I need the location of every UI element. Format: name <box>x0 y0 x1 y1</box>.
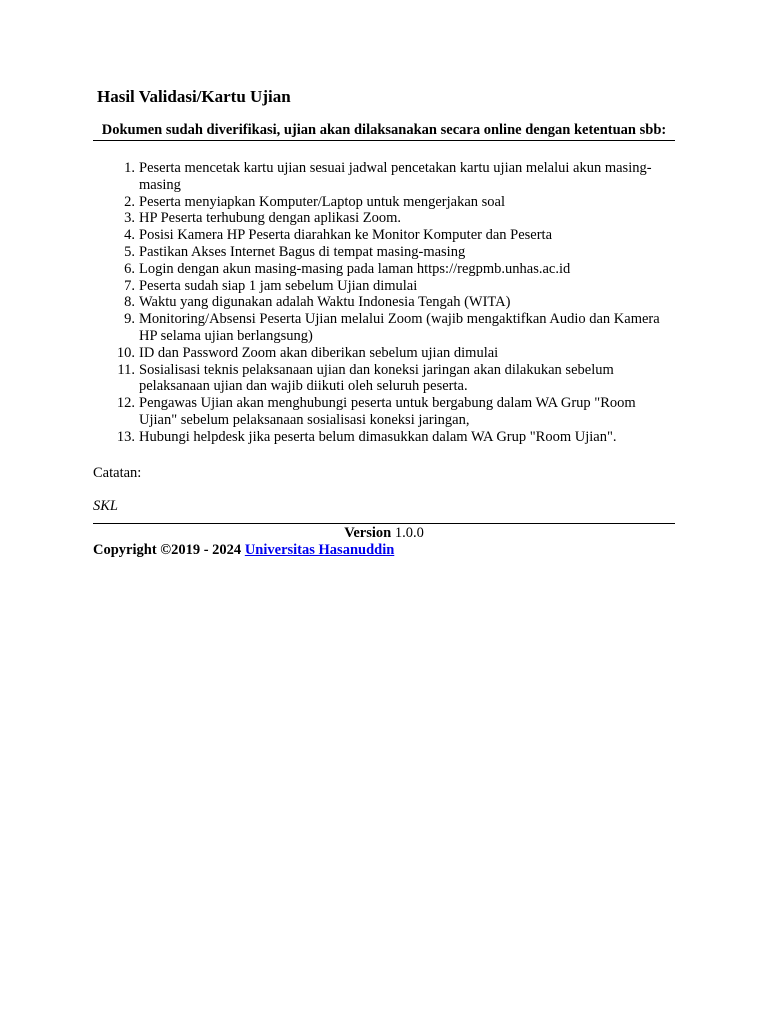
list-item-text: Login dengan akun masing-masing pada laman https://regpmb.unhas.ac.id <box>139 260 571 277</box>
list-item-text: Posisi Kamera HP Peserta diarahkan ke Monitor Komputer dan Peserta <box>139 227 553 244</box>
rules-list <box>93 160 675 446</box>
list-item-number: 3. <box>124 210 135 227</box>
list-item-number: 4. <box>124 227 135 244</box>
version-value: 1.0.0 <box>394 524 424 541</box>
list-item-number: 5. <box>124 243 135 260</box>
list-item-text: Waktu yang digunakan adalah Waktu Indonesia Tengah (WITA) <box>139 294 511 311</box>
list-item-number: 6. <box>124 260 135 277</box>
copyright-line <box>93 542 675 559</box>
subtitle: Dokumen sudah diverifikasi, ujian akan dilaksanakan secara online dengan ketentuan sbb: <box>93 122 675 141</box>
list-item <box>124 210 675 227</box>
content <box>93 86 675 559</box>
list-item <box>124 243 675 261</box>
list-item <box>116 344 675 362</box>
list-item-number: 11. <box>117 361 135 378</box>
notes-label: Catatan: <box>93 464 142 481</box>
list-item-text: Pengawas Ujian akan menghubungi peserta untuk bergabung dalam WA Grup "Room Ujian" sebelum pelaksanaan sosialisasi koneksi jaringan, <box>139 395 636 428</box>
footer <box>93 523 675 559</box>
university-link[interactable]: Universitas Hasanuddin <box>244 541 395 558</box>
list-item-number: 7. <box>124 277 135 294</box>
list-item <box>124 260 675 278</box>
list-item <box>124 193 675 211</box>
list-item-number: 2. <box>124 193 135 210</box>
list-item-number: 9. <box>124 311 135 328</box>
list-item <box>124 160 675 194</box>
list-item-text: Peserta menyiapkan Komputer/Laptop untuk mengerjakan soal <box>139 193 506 210</box>
list-item-text: Sosialisasi teknis pelaksanaan ujian dan koneksi jaringan akan dilakukan sebelum pelaksanaan ujian dan wajib diikuti oleh seluruh peserta. <box>139 361 614 395</box>
list-item-number: 12. <box>116 395 135 412</box>
page-title: Hasil Validasi/Kartu Ujian <box>97 87 291 106</box>
notes-value: SKL <box>93 497 118 514</box>
list-item-number: 13. <box>116 428 135 445</box>
list-item-number: 1. <box>124 160 135 176</box>
list-item <box>117 361 675 396</box>
list-item <box>116 428 675 446</box>
list-item-text: ID dan Password Zoom akan diberikan sebelum ujian dimulai <box>139 344 499 361</box>
list-item <box>124 277 675 295</box>
list-item-number: 8. <box>124 294 135 311</box>
list-item-text: HP Peserta terhubung dengan aplikasi Zoom. <box>139 210 402 227</box>
list-item-text: Pastikan Akses Internet Bagus di tempat masing-masing <box>139 243 466 260</box>
list-item-text: Peserta sudah siap 1 jam sebelum Ujian dimulai <box>139 277 418 294</box>
list-item-text: Peserta mencetak kartu ujian sesuai jadwal pencetakan kartu ujian melalui akun masing-masing <box>139 160 652 193</box>
list-item <box>124 311 675 345</box>
list-item <box>124 227 675 244</box>
version-label: Version <box>344 524 392 541</box>
list-item <box>124 294 675 311</box>
list-item <box>116 395 675 429</box>
list-item-text: Hubungi helpdesk jika peserta belum dimasukkan dalam WA Grup "Room Ujian". <box>139 428 617 445</box>
copyright-text: Copyright ©2019 - 2024 <box>93 541 242 558</box>
list-item-number: 10. <box>116 344 135 361</box>
list-item-text: Monitoring/Absensi Peserta Ujian melalui Zoom (wajib mengaktifkan Audio dan Kamera HP selama ujian berlangsung) <box>139 311 660 344</box>
version-line <box>93 525 675 542</box>
